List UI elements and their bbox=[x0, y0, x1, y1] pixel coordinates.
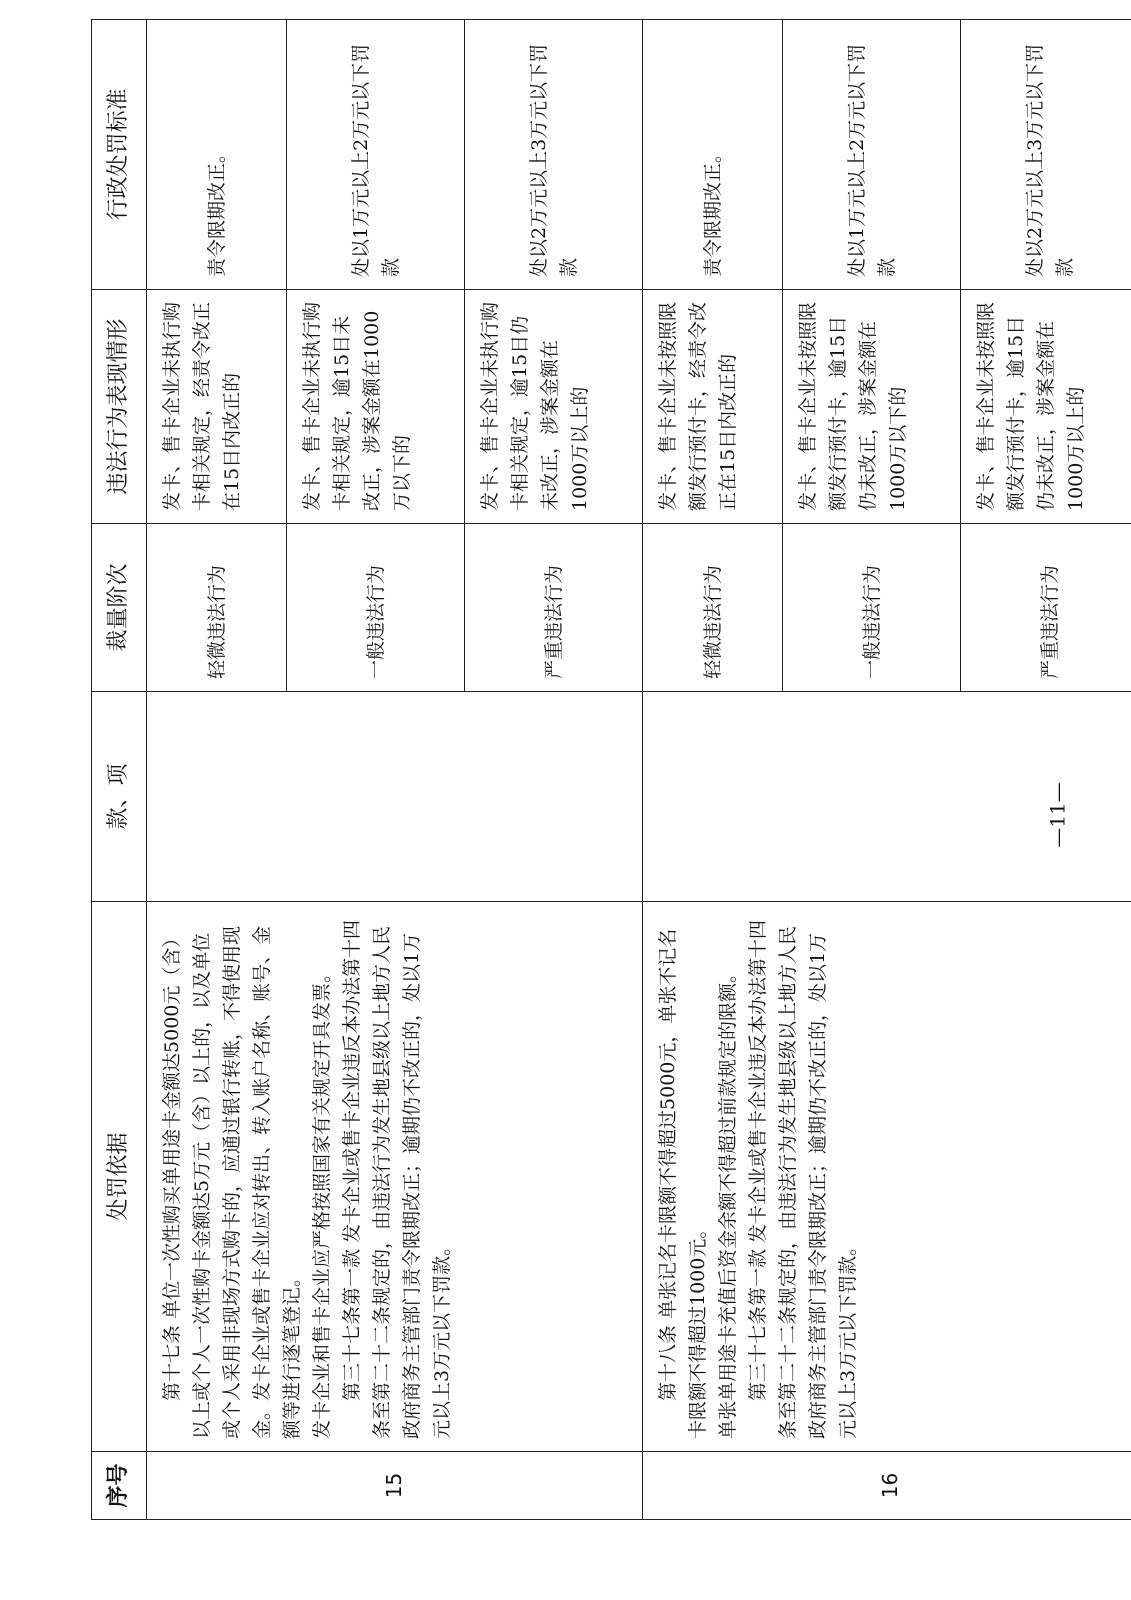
table-header-row bbox=[92, 20, 147, 1520]
header-clause: 款、项 bbox=[92, 692, 147, 902]
level-cell: 一般违法行为 bbox=[783, 524, 961, 692]
basis-paragraph: 第三十七条第一款 发卡企业或售卡企业违反本办法第十四条至第二十二条规定的，由违法行为发生地县级以上地方人民政府商务主管部门责令限期改正；逾期仍不改正的，处以1万元以上3万元以下罚款。 bbox=[341, 919, 453, 1439]
situation-cell: 发卡、售卡企业未执行购卡相关规定，逾15日未改正，涉案金额在1000万以下的 bbox=[287, 290, 465, 524]
header-seq: 序号 bbox=[92, 1452, 147, 1520]
level-cell: 一般违法行为 bbox=[287, 524, 465, 692]
page-number bbox=[1038, 760, 1078, 870]
level-cell: 严重违法行为 bbox=[465, 524, 643, 692]
situation-cell: 发卡、售卡企业未执行购卡相关规定，逾15日仍未改正，涉案金额在1000万以上的 bbox=[465, 290, 643, 524]
basis-paragraph: 单张单用途卡充值后资金余额不得超过前款规定的限额。 bbox=[716, 963, 739, 1439]
header-situation: 违法行为表现情形 bbox=[92, 290, 147, 524]
basis-paragraph: 第十七条 单位一次性购买单用途卡金额达5000元（含）以上或个人一次性购卡金额达5万元（含）以上的，以及单位或个人采用非现场方式购卡的，应通过银行转账，不得使用现金。发卡企业或售卡企业应对转出、转入账户名称、账号、金额等进行逐笔登记。 bbox=[161, 925, 303, 1439]
basis-paragraph: 发卡企业和售卡企业应严格按照国家有关规定开具发票。 bbox=[311, 963, 333, 1439]
penalty-standard-table bbox=[91, 19, 1131, 1520]
standard-cell: 处以2万元以上3万元以下罚款 bbox=[465, 20, 643, 290]
basis-cell bbox=[147, 902, 643, 1452]
standard-cell: 处以1万元以上2万元以下罚款 bbox=[287, 20, 465, 290]
header-level: 裁量阶次 bbox=[92, 524, 147, 692]
level-cell: 轻微违法行为 bbox=[642, 524, 782, 692]
basis-paragraph: 第十八条 单张记名卡限额不得超过5000元，单张不记名卡限额不得超过1000元。 bbox=[656, 928, 709, 1439]
table-row bbox=[642, 20, 782, 1520]
clause-cell bbox=[147, 692, 643, 902]
level-cell: 轻微违法行为 bbox=[147, 524, 287, 692]
standard-cell: 责令限期改正。 bbox=[642, 20, 782, 290]
table-row bbox=[147, 20, 287, 1520]
header-basis: 处罚依据 bbox=[92, 902, 147, 1452]
situation-cell: 发卡、售卡企业未按照限额发行预付卡，逾15日仍未改正，涉案金额在1000万以上的 bbox=[961, 290, 1131, 524]
situation-cell: 发卡、售卡企业未按照限额发行预付卡，经责令改正在15日内改正的 bbox=[642, 290, 782, 524]
basis-cell bbox=[642, 902, 1131, 1452]
standard-cell: 处以1万元以上2万元以下罚款 bbox=[783, 20, 961, 290]
level-cell: 严重违法行为 bbox=[961, 524, 1131, 692]
seq-cell: 15 bbox=[147, 1452, 643, 1520]
seq-cell: 16 bbox=[642, 1452, 1131, 1520]
page-number-text: —11— bbox=[1046, 782, 1071, 848]
situation-cell: 发卡、售卡企业未执行购卡相关规定，经责令改正在15日内改正的 bbox=[147, 290, 287, 524]
basis-paragraph: 第三十七条第一款 发卡企业或售卡企业违反本办法第十四条至第二十二条规定的，由违法行为发生地县级以上地方人民政府商务主管部门责令限期改正；逾期仍不改正的，处以1万元以上3万元以下罚款。 bbox=[746, 919, 859, 1439]
header-standard: 行政处罚标准 bbox=[92, 20, 147, 290]
standard-cell: 处以2万元以上3万元以下罚款 bbox=[961, 20, 1131, 290]
standard-cell: 责令限期改正。 bbox=[147, 20, 287, 290]
situation-cell: 发卡、售卡企业未按照限额发行预付卡，逾15日仍未改正，涉案金额在1000万以下的 bbox=[783, 290, 961, 524]
rotated-table-container bbox=[91, 20, 1131, 1520]
